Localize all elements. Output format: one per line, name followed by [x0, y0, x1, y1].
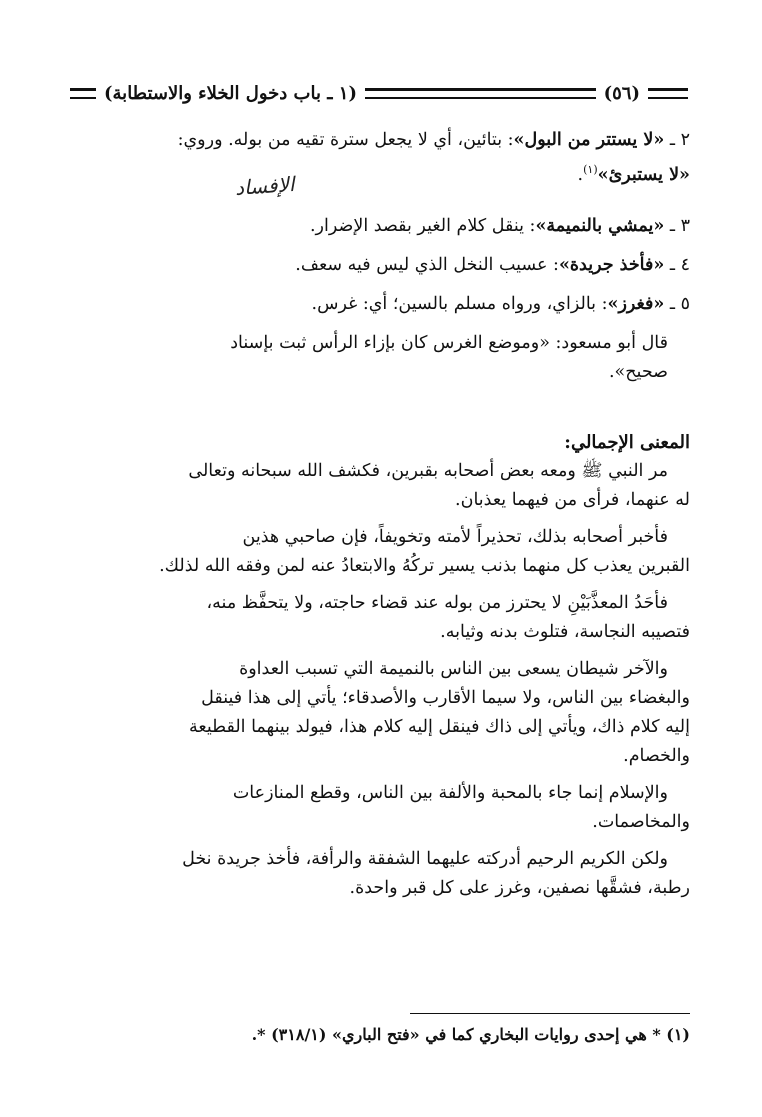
- paragraph-line: رطبة، فشقَّها نصفين، وغرز على كل قبر واحدة.: [349, 878, 690, 898]
- paragraph-line: ولكن الكريم الرحيم أدركته عليهما الشفقة والرأفة، فأخذ جريدة نخل: [182, 849, 668, 869]
- vocab-item: ٥ ـ «فغرز»: بالزاي، ورواه مسلم بالسين؛ أي: غرس.: [311, 293, 690, 314]
- vocab-item-continued: «لا يستبرئ»$^{(١)}$.: [577, 163, 690, 185]
- running-header: [70, 80, 688, 106]
- handwritten-note: الإفساد: [234, 171, 296, 201]
- vocab-item: ٤ ـ «فأخذ جريدة»: عسيب النخل الذي ليس فيه سعف.: [295, 254, 690, 275]
- header-rule: [365, 88, 596, 99]
- paragraph: [72, 523, 690, 581]
- paragraph-line: والخصام.: [623, 746, 690, 766]
- paragraph-line: فأحَدُ المعذَّبَيْنِ لا يحترز من بوله عند قضاء حاجته، ولا يتحفَّظ منه،: [206, 593, 668, 613]
- vocab-term: «لا يستتر من البول»: [513, 130, 665, 150]
- vocab-item: ٣ ـ «يمشي بالنميمة»: ينقل كلام الغير بقصد الإضرار.: [309, 215, 690, 236]
- quote-block: قال أبو مسعود: «وموضع الغرس كان بإزاء الرأس ثبت بإسناد صحيح».: [230, 332, 668, 382]
- paragraph: [72, 457, 690, 515]
- paragraph-line: إليه كلام ذاك، ويأتي إلى ذاك فينقل إليه كلام هذا، فيولد بينهما القطيعة: [189, 717, 690, 737]
- paragraphs: [72, 457, 690, 903]
- paragraph-line: فأخبر أصحابه بذلك، تحذيراً لأمته وتخويفاً، فإن صاحبي هذين: [242, 527, 668, 547]
- paragraph-line: فتصيبه النجاسة، فتلوث بدنه وثيابه.: [440, 622, 690, 642]
- header-rule: [70, 88, 96, 99]
- paragraph-line: القبرين يعذب كل منهما بذنب يسير تركُهُ والابتعادُ عنه لمن وفقه الله لذلك.: [159, 556, 690, 576]
- paragraph: [72, 779, 690, 837]
- paragraph: [72, 655, 690, 771]
- paragraph: [72, 845, 690, 903]
- footnote-separator: [410, 1013, 690, 1014]
- summary-section: [72, 428, 690, 911]
- vocab-item: ٢ ـ «لا يستتر من البول»: بتائين، أي لا يجعل سترة تقيه من بوله. وروي:: [177, 130, 690, 150]
- paragraph-line: والإسلام إنما جاء بالمحبة والألفة بين الناس، وقطع المنازعات: [232, 783, 668, 803]
- footnote: (١) * هي إحدى روايات البخاري كما في «فتح الباري» (٣١٨/١) *.: [251, 1025, 690, 1044]
- footnote-ref: (١): [583, 163, 598, 176]
- paragraph-line: والبغضاء بين الناس، ولا سيما الأقارب والأصدقاء؛ يأتي إلى هذا فينقل: [201, 688, 690, 708]
- vocab-term: «لا يستبرئ»: [597, 164, 690, 185]
- vocab-term: «فأخذ جريدة»: [558, 254, 665, 275]
- paragraph-line: له عنهما، فرأى من فيهما يعذبان.: [455, 490, 690, 510]
- paragraph-line: والمخاصمات.: [592, 812, 690, 832]
- vocab-term: «فغرز»: [607, 293, 665, 314]
- chapter-title: (١ ـ باب دخول الخلاء والاستطابة): [104, 82, 357, 104]
- page-number: (٥٦): [603, 82, 640, 104]
- section-heading: المعنى الإجمالي:: [564, 432, 690, 453]
- header-rule: [648, 88, 688, 99]
- vocabulary-list: [72, 126, 690, 387]
- vocab-term: «يمشي بالنميمة»: [535, 215, 665, 236]
- paragraph-line: مر النبي ﷺ ومعه بعض أصحابه بقبرين، فكشف الله سبحانه وتعالى: [188, 461, 668, 481]
- paragraph: [72, 589, 690, 647]
- paragraph-line: والآخر شيطان يسعى بين الناس بالنميمة التي تسبب العداوة: [239, 659, 668, 679]
